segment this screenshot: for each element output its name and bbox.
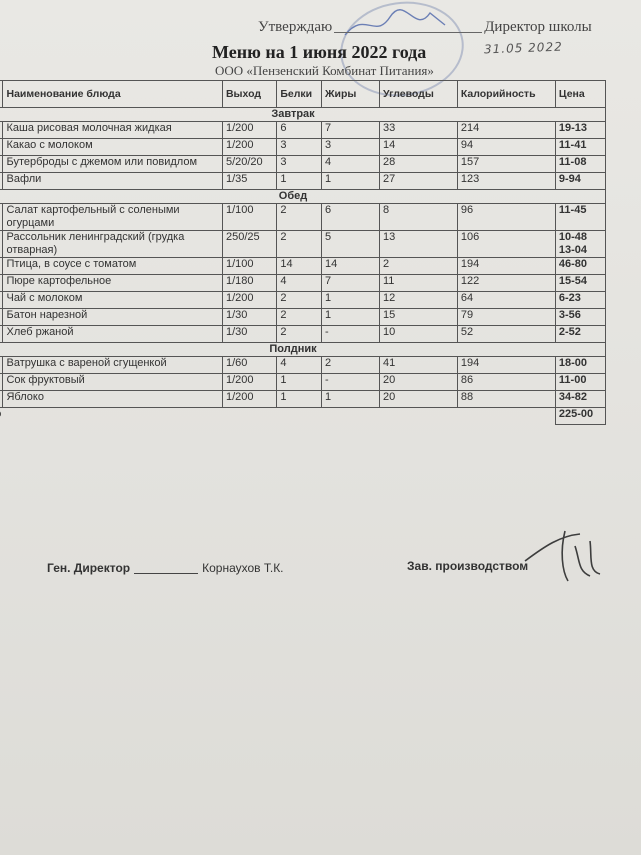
cell-out: 1/100 bbox=[222, 204, 276, 231]
section-title: Завтрак bbox=[0, 108, 606, 122]
cell-c: 28 bbox=[379, 156, 457, 173]
cell-price: 46-80 bbox=[555, 258, 605, 275]
cell-b: 4 bbox=[277, 275, 322, 292]
cell-name: Яблоко bbox=[3, 391, 222, 408]
cell-f: 5 bbox=[322, 231, 380, 258]
cell-price: 34-82 bbox=[555, 391, 605, 408]
column-header: Наименование блюда bbox=[3, 81, 222, 108]
cell-out: 1/200 bbox=[222, 139, 276, 156]
cell-f: 1 bbox=[322, 173, 380, 190]
cell-out: 1/30 bbox=[222, 309, 276, 326]
table-row bbox=[0, 357, 606, 374]
section-row bbox=[0, 108, 606, 122]
cell-f: 7 bbox=[322, 122, 380, 139]
cell-price: 19-13 bbox=[555, 122, 605, 139]
cell-out: 5/20/20 bbox=[222, 156, 276, 173]
cell-kcal: 123 bbox=[457, 173, 555, 190]
cell-name: Рассольник ленинградский (грудка отварная) bbox=[3, 231, 222, 258]
cell-name: Салат картофельный с солеными огурцами bbox=[3, 204, 222, 231]
table-row bbox=[0, 258, 606, 275]
table-row bbox=[0, 292, 606, 309]
gen-director-name: Корнаухов Т.К. bbox=[202, 561, 284, 575]
table-row bbox=[0, 326, 606, 343]
approval-line bbox=[258, 19, 592, 36]
cell-kcal: 52 bbox=[457, 326, 555, 343]
table-row bbox=[0, 139, 606, 156]
cell-c: 20 bbox=[379, 391, 457, 408]
cell-name: Птица, в соусе с томатом bbox=[3, 258, 222, 275]
column-header: Выход bbox=[222, 81, 276, 108]
total-price: 225-00 bbox=[555, 408, 605, 425]
cell-name: Батон нарезной bbox=[3, 309, 222, 326]
cell-kcal: 79 bbox=[457, 309, 555, 326]
column-header: Калорийность bbox=[457, 81, 555, 108]
cell-kcal: 214 bbox=[457, 122, 555, 139]
cell-c: 2 bbox=[379, 258, 457, 275]
cell-name: Пюре картофельное bbox=[3, 275, 222, 292]
cell-price: 11-45 bbox=[555, 204, 605, 231]
cell-b: 1 bbox=[277, 173, 322, 190]
column-header: Белки bbox=[277, 81, 322, 108]
cell-b: 2 bbox=[277, 231, 322, 258]
cell-b: 2 bbox=[277, 326, 322, 343]
cell-price: 10-48 13-04 bbox=[555, 231, 605, 258]
cell-b: 2 bbox=[277, 309, 322, 326]
cell-kcal: 64 bbox=[457, 292, 555, 309]
cell-b: 1 bbox=[277, 374, 322, 391]
cell-c: 15 bbox=[379, 309, 457, 326]
cell-b: 3 bbox=[277, 156, 322, 173]
table-row bbox=[0, 374, 606, 391]
cell-b: 2 bbox=[277, 204, 322, 231]
cell-price: 18-00 bbox=[555, 357, 605, 374]
cell-b: 1 bbox=[277, 391, 322, 408]
cell-c: 8 bbox=[379, 204, 457, 231]
cell-out: 1/60 bbox=[222, 357, 276, 374]
cell-f: 1 bbox=[322, 391, 380, 408]
cell-kcal: 122 bbox=[457, 275, 555, 292]
total-row bbox=[0, 408, 606, 425]
cell-b: 2 bbox=[277, 292, 322, 309]
gen-director-label: Ген. Директор bbox=[47, 561, 131, 575]
menu-table bbox=[0, 80, 606, 425]
total-label bbox=[0, 408, 555, 425]
cell-b: 14 bbox=[277, 258, 322, 275]
cell-price: 3-56 bbox=[555, 309, 605, 326]
table-row bbox=[0, 204, 606, 231]
cell-name: Хлеб ржаной bbox=[3, 326, 222, 343]
cell-out: 1/200 bbox=[222, 391, 276, 408]
cell-c: 14 bbox=[379, 139, 457, 156]
gen-director-signature-block bbox=[47, 561, 284, 575]
production-label: Зав. производством bbox=[407, 559, 529, 573]
cell-c: 13 bbox=[379, 231, 457, 258]
cell-name: Каша рисовая молочная жидкая bbox=[3, 122, 222, 139]
cell-out: 1/100 bbox=[222, 258, 276, 275]
cell-price: 11-08 bbox=[555, 156, 605, 173]
cell-kcal: 106 bbox=[457, 231, 555, 258]
document-subtitle: ООО «Пензенский Комбинат Питания» bbox=[215, 63, 434, 78]
column-header: Жиры bbox=[322, 81, 380, 108]
table-row bbox=[0, 122, 606, 139]
cell-out: 1/35 bbox=[222, 173, 276, 190]
production-signature-block bbox=[407, 559, 528, 573]
cell-out: 1/180 bbox=[222, 275, 276, 292]
table-row bbox=[0, 231, 606, 258]
cell-kcal: 94 bbox=[457, 139, 555, 156]
cell-c: 10 bbox=[379, 326, 457, 343]
cell-name: Бутерброды с джемом или повидлом bbox=[3, 156, 222, 173]
cell-c: 41 bbox=[379, 357, 457, 374]
cell-kcal: 194 bbox=[457, 357, 555, 374]
cell-name: Вафли bbox=[3, 173, 222, 190]
cell-f: - bbox=[322, 374, 380, 391]
cell-f: 3 bbox=[322, 139, 380, 156]
table-row bbox=[0, 156, 606, 173]
cell-name: Сок фруктовый bbox=[3, 374, 222, 391]
cell-b: 6 bbox=[277, 122, 322, 139]
cell-kcal: 157 bbox=[457, 156, 555, 173]
cell-f: 7 bbox=[322, 275, 380, 292]
signature-line bbox=[334, 32, 482, 33]
cell-out: 1/200 bbox=[222, 292, 276, 309]
table-header-row bbox=[0, 81, 606, 108]
cell-f: 1 bbox=[322, 309, 380, 326]
cell-name: Ватрушка с вареной сгущенкой bbox=[3, 357, 222, 374]
cell-out: 250/25 bbox=[222, 231, 276, 258]
cell-price: 6-23 bbox=[555, 292, 605, 309]
cell-price: 9-94 bbox=[555, 173, 605, 190]
table-row bbox=[0, 391, 606, 408]
cell-price: 2-52 bbox=[555, 326, 605, 343]
section-row bbox=[0, 343, 606, 357]
table-row bbox=[0, 173, 606, 190]
cell-f: 1 bbox=[322, 292, 380, 309]
cell-out: 1/200 bbox=[222, 122, 276, 139]
cell-kcal: 86 bbox=[457, 374, 555, 391]
cell-kcal: 194 bbox=[457, 258, 555, 275]
cell-f: 4 bbox=[322, 156, 380, 173]
cell-price: 11-41 bbox=[555, 139, 605, 156]
table-row bbox=[0, 309, 606, 326]
cell-kcal: 88 bbox=[457, 391, 555, 408]
column-header: Углеводы bbox=[379, 81, 457, 108]
cell-c: 33 bbox=[379, 122, 457, 139]
section-row bbox=[0, 190, 606, 204]
cell-price: 11-00 bbox=[555, 374, 605, 391]
cell-name: Чай с молоком bbox=[3, 292, 222, 309]
table-row bbox=[0, 275, 606, 292]
cell-price: 15-54 bbox=[555, 275, 605, 292]
signature-blank bbox=[134, 573, 198, 574]
cell-c: 11 bbox=[379, 275, 457, 292]
cell-b: 3 bbox=[277, 139, 322, 156]
cell-c: 27 bbox=[379, 173, 457, 190]
cell-out: 1/30 bbox=[222, 326, 276, 343]
cell-f: 6 bbox=[322, 204, 380, 231]
cell-c: 12 bbox=[379, 292, 457, 309]
production-signature bbox=[520, 526, 610, 586]
approve-label: Утверждаю bbox=[258, 19, 333, 35]
cell-c: 20 bbox=[379, 374, 457, 391]
document-title: Меню на 1 июня 2022 года bbox=[212, 42, 427, 62]
section-title: Полдник bbox=[0, 343, 606, 357]
cell-out: 1/200 bbox=[222, 374, 276, 391]
cell-b: 4 bbox=[277, 357, 322, 374]
cell-kcal: 96 bbox=[457, 204, 555, 231]
director-label: Директор школы bbox=[484, 19, 592, 35]
section-title: Обед bbox=[0, 190, 606, 204]
table-body bbox=[0, 108, 606, 425]
cell-name: Какао с молоком bbox=[3, 139, 222, 156]
cell-f: 14 bbox=[322, 258, 380, 275]
handwritten-date: 31.05 2022 bbox=[483, 39, 563, 57]
column-header: Цена bbox=[555, 81, 605, 108]
cell-f: - bbox=[322, 326, 380, 343]
cell-f: 2 bbox=[322, 357, 380, 374]
